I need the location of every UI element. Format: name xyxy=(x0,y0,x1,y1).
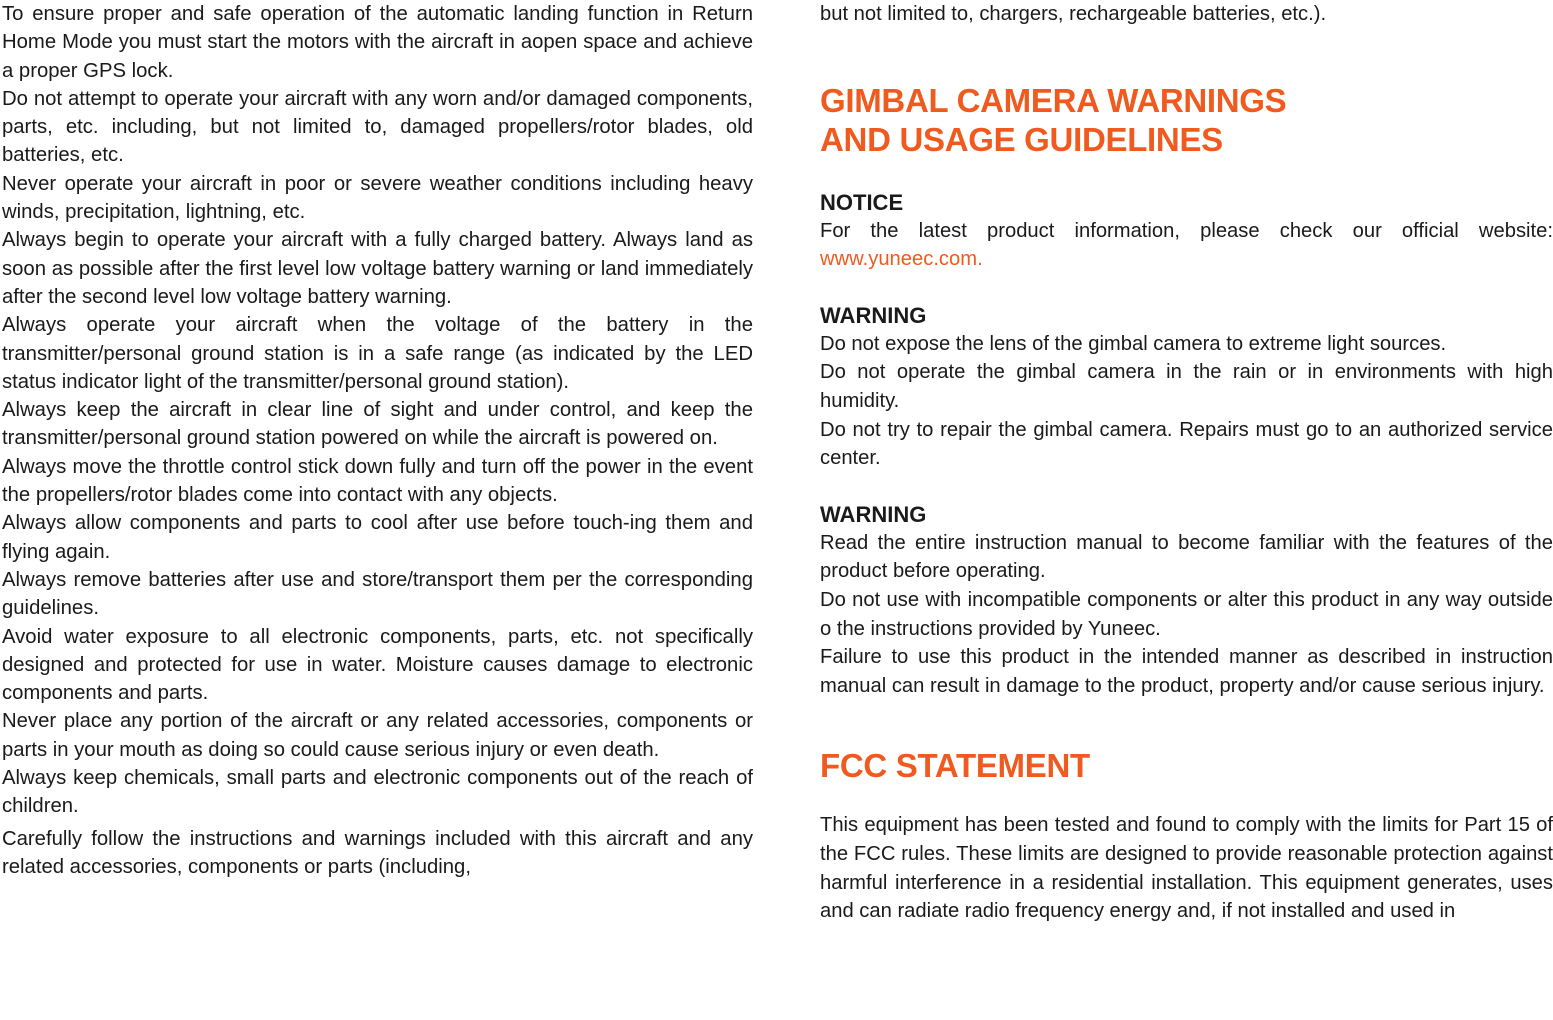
paragraph-mouth-hazard: Never place any portion of the aircraft or any related accessories, components or parts in your mouth as doing so could cause serious injury or even death. xyxy=(2,710,753,761)
paragraph-weather-conditions: Never operate your aircraft in poor or severe weather conditions including heavy winds, precipitation, lightning, etc. xyxy=(2,172,753,224)
paragraph-cool-components: Always allow components and parts to cool after use before touch-ing them and flying again. xyxy=(2,512,753,563)
paragraph-damaged-components: Do not attempt to operate your aircraft with any worn and/or damaged components, parts, etc. including, but not limited to, damaged propellers/rotor blades, old batteries, etc. xyxy=(2,87,753,167)
warning2-paragraph-manual: Read the entire instruction manual to become familiar with the features of the product before operating. xyxy=(820,531,1553,583)
gimbal-title-line2: AND USAGE GUIDELINES xyxy=(820,120,1223,158)
warning2-paragraph-failure: Failure to use this product in the intended manner as described in instruction manual can result in damage to the product, property and/or cause serious injury. xyxy=(820,646,1553,697)
warning2-paragraph-incompatible: Do not use with incompatible components or alter this product in any way outside o the instructions provided by Yuneec. xyxy=(820,588,1553,640)
gimbal-section-title xyxy=(820,81,1553,159)
paragraph-children-safety: Always keep chemicals, small parts and electronic components out of the reach of children. xyxy=(2,767,753,818)
notice-text xyxy=(820,217,1553,274)
paragraph-water-exposure: Avoid water exposure to all electronic components, parts, etc. not specifically designed and protected for use in water. Moisture causes damage to electronic components and parts. xyxy=(2,625,753,705)
paragraph-charged-battery: Always begin to operate your aircraft with a fully charged battery. Always land as soon as possible after the first level low voltage battery warning or land immediately after the second level low voltage battery warning. xyxy=(2,229,753,308)
paragraph-remove-batteries: Always remove batteries after use and store/transport them per the corresponding guidelines. xyxy=(2,568,753,620)
paragraph-transmitter-voltage: Always operate your aircraft when the voltage of the battery in the transmitter/personal ground station is in a safe range (as indicated by the LED status indicator light of the transmitter/personal ground station). xyxy=(2,314,753,393)
fcc-statement-text: This equipment has been tested and found to comply with the limits for Part 15 of the FCC rules. These limits are designed to provide reasonable protection against harmful interference in a residential installation. This equipment generates, uses and can radiate radio frequency energy and, if not installed and used in xyxy=(820,814,1553,923)
right-column xyxy=(820,0,1553,926)
fcc-section-title: FCC STATEMENT xyxy=(820,747,1090,785)
warning1-paragraph-rain: Do not operate the gimbal camera in the rain or in environments with high humidity. xyxy=(820,361,1553,412)
website-link[interactable]: www.yuneec.com. xyxy=(820,248,983,271)
paragraph-follow-instructions: Carefully follow the instructions and warnings included with this aircraft and any related accessories, components or parts (including, xyxy=(2,827,753,878)
notice-heading: NOTICE xyxy=(820,189,904,215)
paragraph-continuation: but not limited to, chargers, rechargeable batteries, etc.). xyxy=(820,3,1327,25)
left-column xyxy=(2,0,753,881)
paragraph-return-home-landing: To ensure proper and safe operation of the automatic landing function in Return Home Mode you must start the motors with the aircraft in aopen space and achieve a proper GPS lock. xyxy=(2,3,753,82)
gimbal-title-line1: GIMBAL CAMERA WARNINGS xyxy=(820,81,1287,119)
warning1-paragraph-repair: Do not try to repair the gimbal camera. Repairs must go to an authorized service center. xyxy=(820,418,1553,470)
warning-heading-1: WARNING xyxy=(820,302,927,328)
paragraph-line-of-sight: Always keep the aircraft in clear line of sight and under control, and keep the transmitter/personal ground station powered on while the aircraft is powered on. xyxy=(2,399,753,450)
warning-heading-2: WARNING xyxy=(820,501,927,527)
warning1-paragraph-light: Do not expose the lens of the gimbal camera to extreme light sources. xyxy=(820,332,1447,355)
paragraph-throttle-stick: Always move the throttle control stick down fully and turn off the power in the event the propellers/rotor blades come into contact with any objects. xyxy=(2,455,753,507)
notice-body: For the latest product information, please check our official website: xyxy=(820,219,1553,242)
